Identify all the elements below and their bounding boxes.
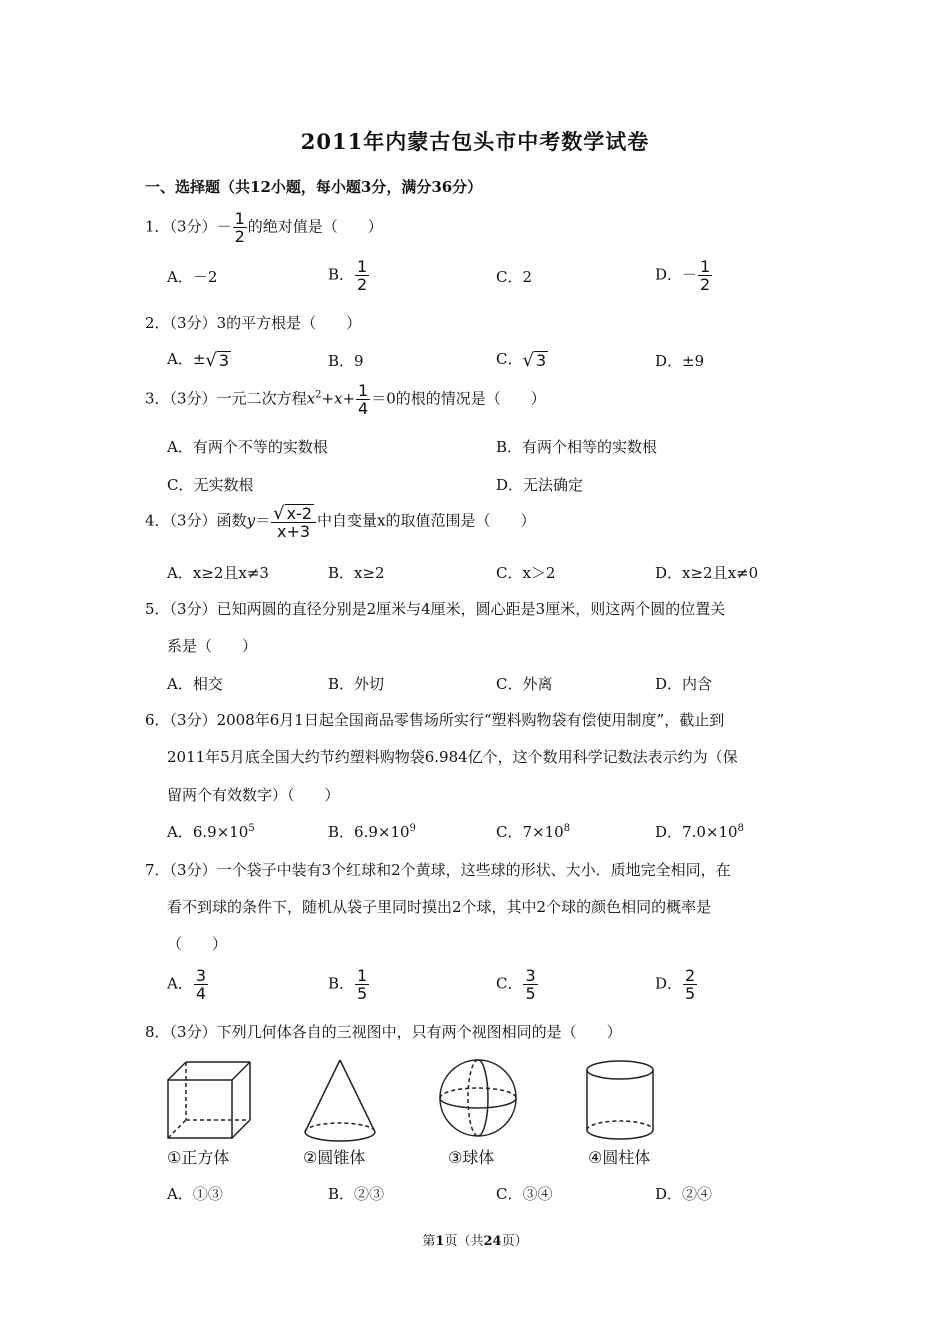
q3-den: 4	[358, 399, 369, 418]
q1-b-fraction	[355, 258, 369, 293]
question-2: 2．（3分）3的平方根是（ ）	[145, 314, 362, 332]
q8-option-d: D．②④	[655, 1185, 713, 1203]
q2-a-sqrt: √ 3	[205, 349, 230, 371]
q4-equals: ＝	[255, 511, 271, 530]
q7-a-num: 3	[195, 966, 207, 985]
q6-option-c	[496, 821, 570, 842]
q7-b-num: 1	[357, 966, 368, 985]
page-footer	[0, 1230, 950, 1249]
q6-d-base: D．7.0×10	[655, 823, 738, 841]
q3-prefix: 3．（3分）一元二次方程	[145, 389, 307, 408]
q1-option-b	[328, 258, 370, 293]
footer-pre: 第	[422, 1234, 436, 1249]
q8-option-a: A．①③	[167, 1185, 223, 1203]
geometry-figures	[160, 1058, 680, 1144]
q7-d-label: D．	[655, 974, 683, 993]
q7-c-fraction	[523, 967, 537, 1002]
q4-var-y: y	[246, 511, 256, 530]
q4-option-b: B．x≥2	[328, 564, 385, 582]
q4-option-d: D．x≥2且x≠0	[655, 564, 759, 582]
q1-num: 1	[234, 209, 245, 228]
q1-option-c: C．2	[496, 268, 533, 286]
page-title: 2011年内蒙古包头市中考数学试卷	[300, 129, 650, 154]
cube-figure	[168, 1062, 250, 1138]
footer-total-pages: 24	[483, 1234, 502, 1249]
figure-label-cylinder: ④圆柱体	[588, 1148, 651, 1167]
q7-c-den: 5	[525, 984, 536, 1003]
q1-d-fraction	[698, 258, 712, 293]
sphere-figure	[440, 1060, 516, 1136]
q2-c-label: C．	[496, 350, 523, 368]
q8-option-b: B．②③	[328, 1185, 385, 1203]
q6-b-exp: 9	[409, 823, 416, 834]
q5-option-d: D．内含	[655, 675, 713, 693]
q2-c-radicand: 3	[535, 350, 547, 370]
q2-a-radicand: 3	[218, 350, 230, 370]
question-7-line-1: 7．（3分）一个袋子中装有3个红球和2个黄球，这些球的形状、大小．质地完全相同，在	[145, 861, 731, 879]
section-heading: 一、选择题（共12小题，每小题3分，满分36分）	[145, 178, 483, 196]
q6-option-a	[167, 821, 255, 842]
q1-option-a: A．－2	[167, 268, 218, 286]
q6-option-b	[328, 821, 416, 842]
q3-option-a: A．有两个不等的实数根	[167, 438, 328, 456]
question-8: 8．（3分）下列几何体各自的三视图中，只有两个视图相同的是（ ）	[145, 1023, 622, 1041]
q4-num-sqrt: √ x-2	[273, 502, 312, 524]
cylinder-figure	[587, 1061, 653, 1139]
q3-option-d: D．无法确定	[496, 476, 584, 494]
q3-exponent: 2	[315, 389, 322, 401]
question-7-line-3: （ ）	[167, 935, 228, 953]
q6-a-exp: 5	[248, 823, 255, 834]
figure-label-sphere: ③球体	[448, 1148, 495, 1167]
q2-option-c	[496, 348, 548, 371]
q7-b-den: 5	[357, 984, 368, 1003]
q5-option-c: C．外离	[496, 675, 553, 693]
q1-suffix: 的绝对值是（ ）	[247, 217, 383, 236]
q1-d-num: 1	[700, 257, 711, 276]
q1-prefix: 1．（3分）－	[145, 217, 232, 236]
q7-c-num: 3	[525, 966, 536, 985]
q3-option-c: C．无实数根	[167, 476, 254, 494]
q6-b-base: B．6.9×10	[328, 823, 410, 841]
footer-page-number: 1	[435, 1234, 445, 1249]
q4-num-radicand: x-2	[286, 503, 312, 523]
q1-d-label: D．－	[655, 265, 698, 284]
q3-option-b: B．有两个相等的实数根	[496, 438, 658, 456]
q3-fraction	[356, 382, 370, 417]
question-5-line-2: 系是（ ）	[167, 637, 258, 655]
q7-c-label: C．	[496, 974, 523, 993]
q7-a-den: 4	[195, 984, 207, 1003]
footer-mid: 页（共	[444, 1234, 484, 1249]
q5-option-a: A．相交	[167, 675, 223, 693]
q7-b-label: B．	[328, 974, 355, 993]
q4-suffix: 中自变量x的取值范围是（ ）	[317, 511, 536, 530]
q6-c-base: C．7×10	[496, 823, 564, 841]
question-6-line-2: 2011年5月底全国大约节约塑料购物袋6.984亿个，这个数用科学记数法表示约为（保	[167, 748, 738, 766]
q1-fraction	[233, 210, 247, 245]
footer-post: 页）	[501, 1234, 528, 1249]
q1-b-den: 2	[357, 275, 368, 294]
q2-a-label: A．±	[167, 350, 206, 368]
cone-figure	[305, 1060, 375, 1141]
q5-option-b: B．外切	[328, 675, 385, 693]
q6-a-base: A．6.9×10	[167, 823, 249, 841]
q6-option-d	[655, 821, 744, 842]
q7-b-fraction	[355, 967, 369, 1002]
q7-option-d	[655, 967, 698, 1002]
q4-prefix: 4．（3分）函数	[145, 511, 247, 530]
q3-var-x: x	[306, 389, 316, 408]
figure-label-cone: ②圆锥体	[303, 1148, 366, 1167]
question-6-line-3: 留两个有效数字）（ ）	[167, 786, 340, 804]
q4-option-a: A．x≥2且x≠3	[167, 564, 269, 582]
q2-c-sqrt: √ 3	[522, 349, 547, 371]
q4-fraction	[271, 503, 316, 540]
q4-option-c: C．x＞2	[496, 564, 556, 582]
q6-d-exp: 8	[737, 823, 744, 834]
q1-option-d	[655, 258, 713, 293]
question-6-line-1: 6．（3分）2008年6月1日起全国商品零售场所实行“塑料购物袋有偿使用制度”，截止到	[145, 711, 725, 729]
q2-option-d: D．±9	[655, 352, 705, 370]
q2-option-b: B．9	[328, 352, 364, 370]
q7-option-b	[328, 967, 370, 1002]
question-7-line-2: 看不到球的条件下，随机从袋子里同时摸出2个球，其中2个球的颜色相同的概率是	[167, 898, 712, 916]
q1-den: 2	[234, 227, 245, 246]
q7-option-a	[167, 967, 209, 1002]
q1-b-num: 1	[357, 257, 368, 276]
question-1	[145, 210, 383, 245]
q8-option-c: C．③④	[496, 1185, 553, 1203]
q1-d-den: 2	[700, 275, 711, 294]
q7-d-fraction	[683, 967, 697, 1002]
q3-suffix: ＝0的根的情况是（ ）	[371, 389, 546, 408]
q7-option-c	[496, 967, 539, 1002]
question-3	[145, 382, 546, 417]
q7-a-fraction	[194, 967, 208, 1002]
q4-den: x+3	[277, 521, 311, 541]
q2-option-a	[167, 348, 231, 371]
question-5-line-1: 5．（3分）已知两圆的直径分别是2厘米与4厘米，圆心距是3厘米，则这两个圆的位置关	[145, 600, 726, 618]
figure-label-cube: ①正方体	[167, 1148, 230, 1167]
q7-d-num: 2	[685, 966, 696, 985]
q3-num: 1	[358, 381, 369, 400]
q1-b-label: B．	[328, 265, 355, 284]
q7-d-den: 5	[685, 984, 696, 1003]
q7-a-label: A．	[167, 974, 193, 993]
q6-c-exp: 8	[563, 823, 571, 834]
q3-eq-mid: +x+	[321, 389, 356, 408]
question-4	[145, 503, 535, 540]
